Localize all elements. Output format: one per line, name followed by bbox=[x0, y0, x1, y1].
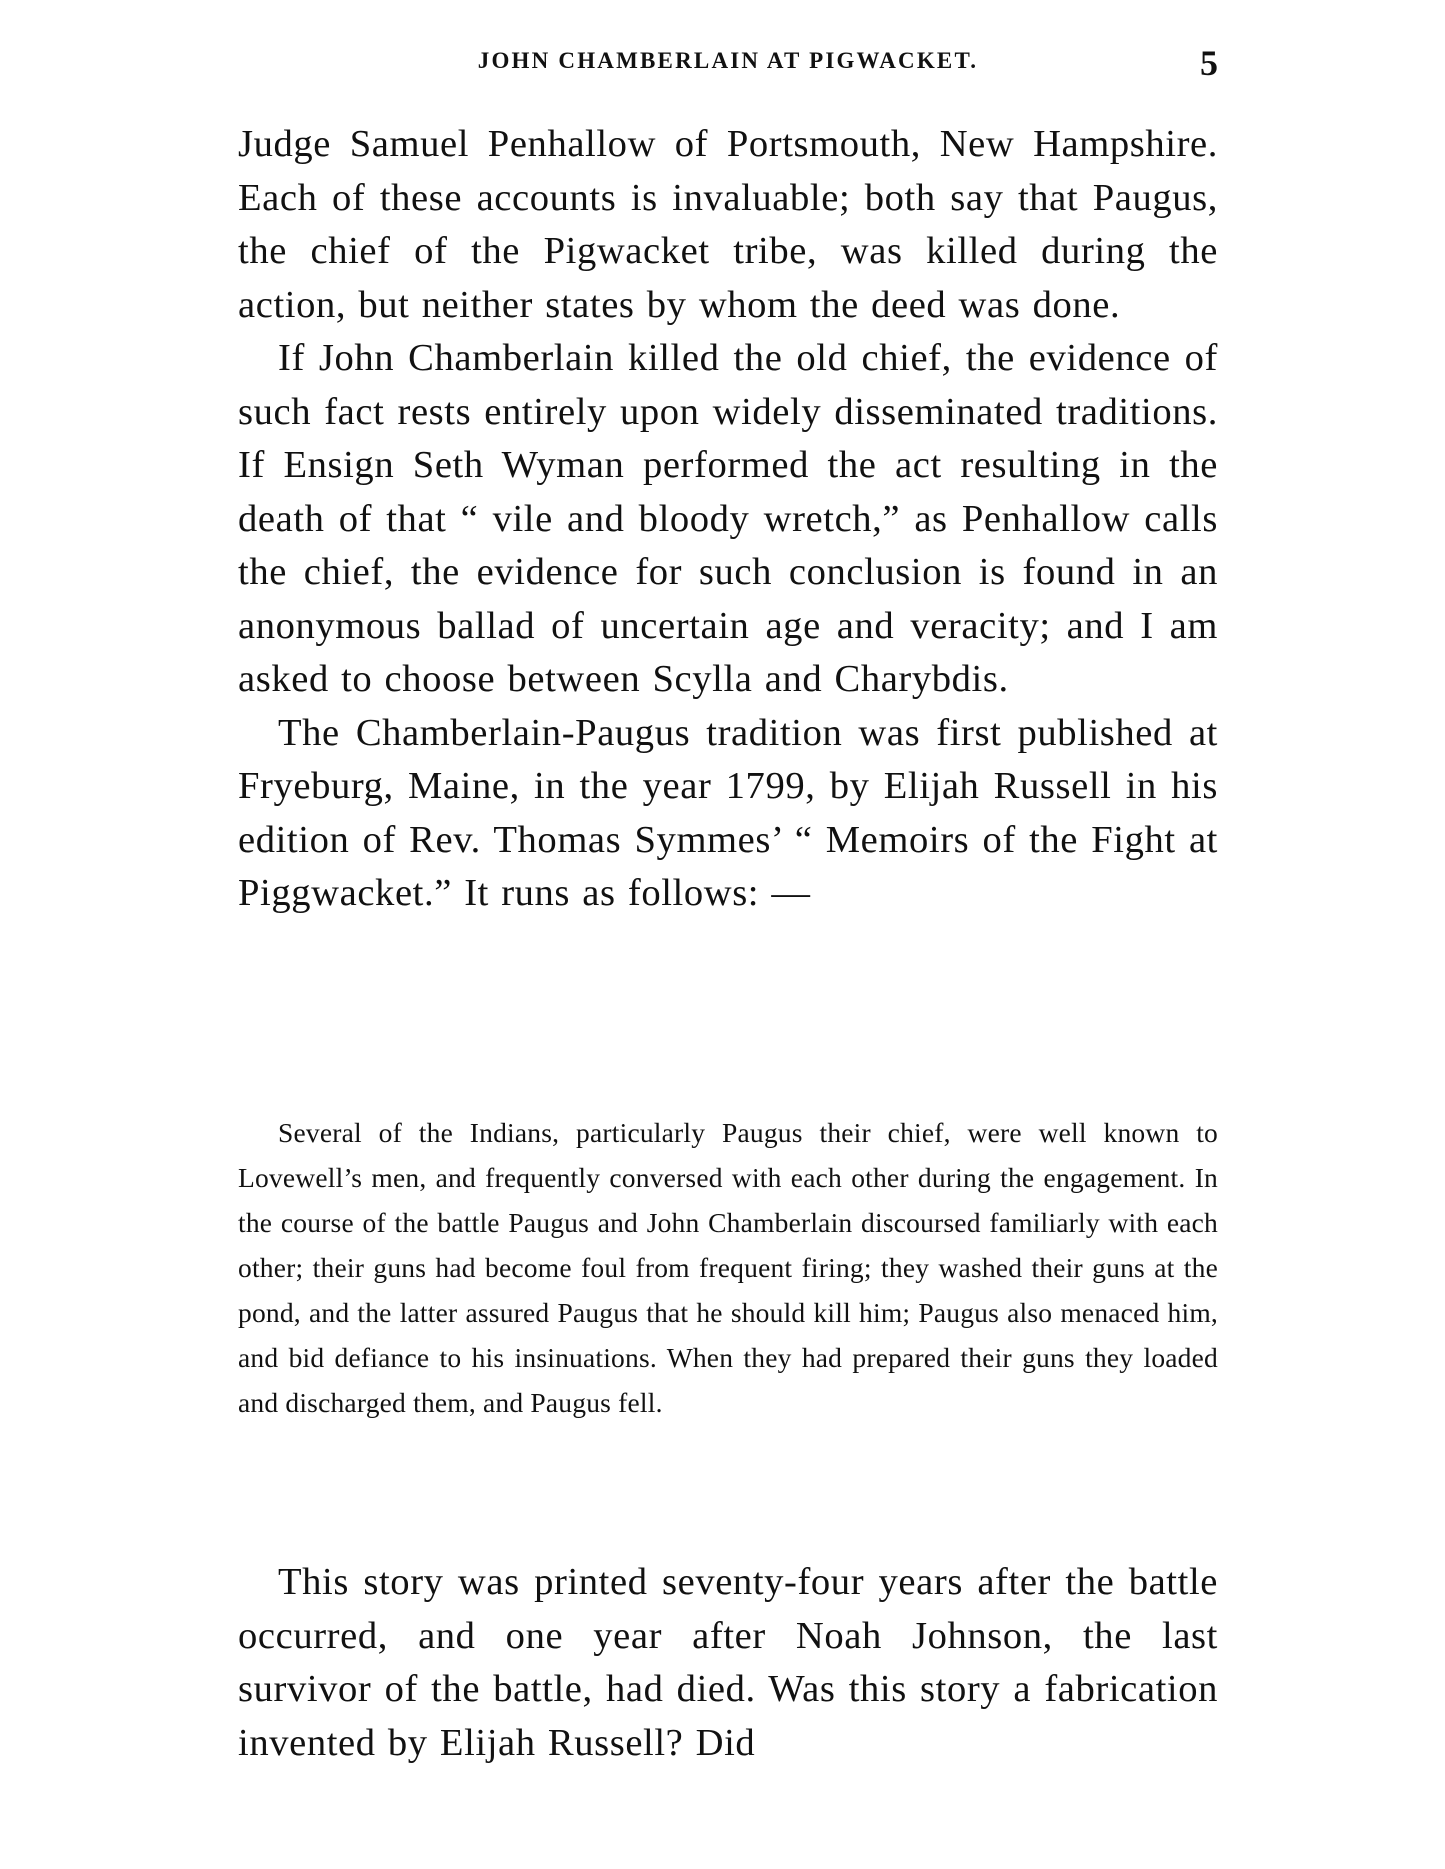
quote-text: Several of the Indians, particularly Paugus their chief, were well known to Lovewell’s men, and frequently conversed with each other during the engagement. In the course of the battle Paugus and John Chamberlain discoursed familiarly with each other; their guns had become foul from frequent firing; they washed their guns at the pond, and the latter assured Paugus that he should kill him; Paugus also menaced him, and bid defiance to his insinuations. When they had prepared their guns they loaded and discharged them, and Paugus fell. bbox=[238, 1117, 1218, 1418]
paragraph-tradition-published: The Chamberlain-Paugus tradition was first published at Fryeburg, Maine, in the year 1799, by Elijah Russell in his edition of Rev. Thomas Symmes’ “ Memoirs of the Fight at Piggwacket.” It runs as follows: — bbox=[238, 711, 1218, 914]
page-number: 5 bbox=[1200, 43, 1218, 83]
running-title: JOHN CHAMBERLAIN AT PIGWACKET. bbox=[477, 48, 979, 73]
main-text bbox=[238, 118, 1218, 921]
paragraph-story-printed: This story was printed seventy-four years after the battle occurred, and one year after Noah Johnson, the last survivor of the battle, had died. Was this story a fabrication invented by Elijah Russell? Did bbox=[238, 1561, 1218, 1764]
running-head bbox=[238, 44, 1218, 84]
closing-text bbox=[238, 1556, 1218, 1770]
paragraph-chamberlain-evidence: If John Chamberlain killed the old chief, the evidence of such fact rests entirely upon widely disseminated traditions. If Ensign Seth Wyman performed the act resulting in the death of that “ vile and bloody wretch,” as Penhallow calls the chief, the evidence for such conclusion is found in an anonymous ballad of uncertain age and veracity; and I am asked to choose between Scylla and Charybdis. bbox=[238, 337, 1218, 700]
block-quote bbox=[238, 1110, 1218, 1425]
paragraph-continued: Judge Samuel Penhallow of Portsmouth, New Hampshire. Each of these accounts is invaluable; both say that Paugus, the chief of the Pigwacket tribe, was killed during the action, but neither states by whom the deed was done. bbox=[238, 123, 1218, 326]
